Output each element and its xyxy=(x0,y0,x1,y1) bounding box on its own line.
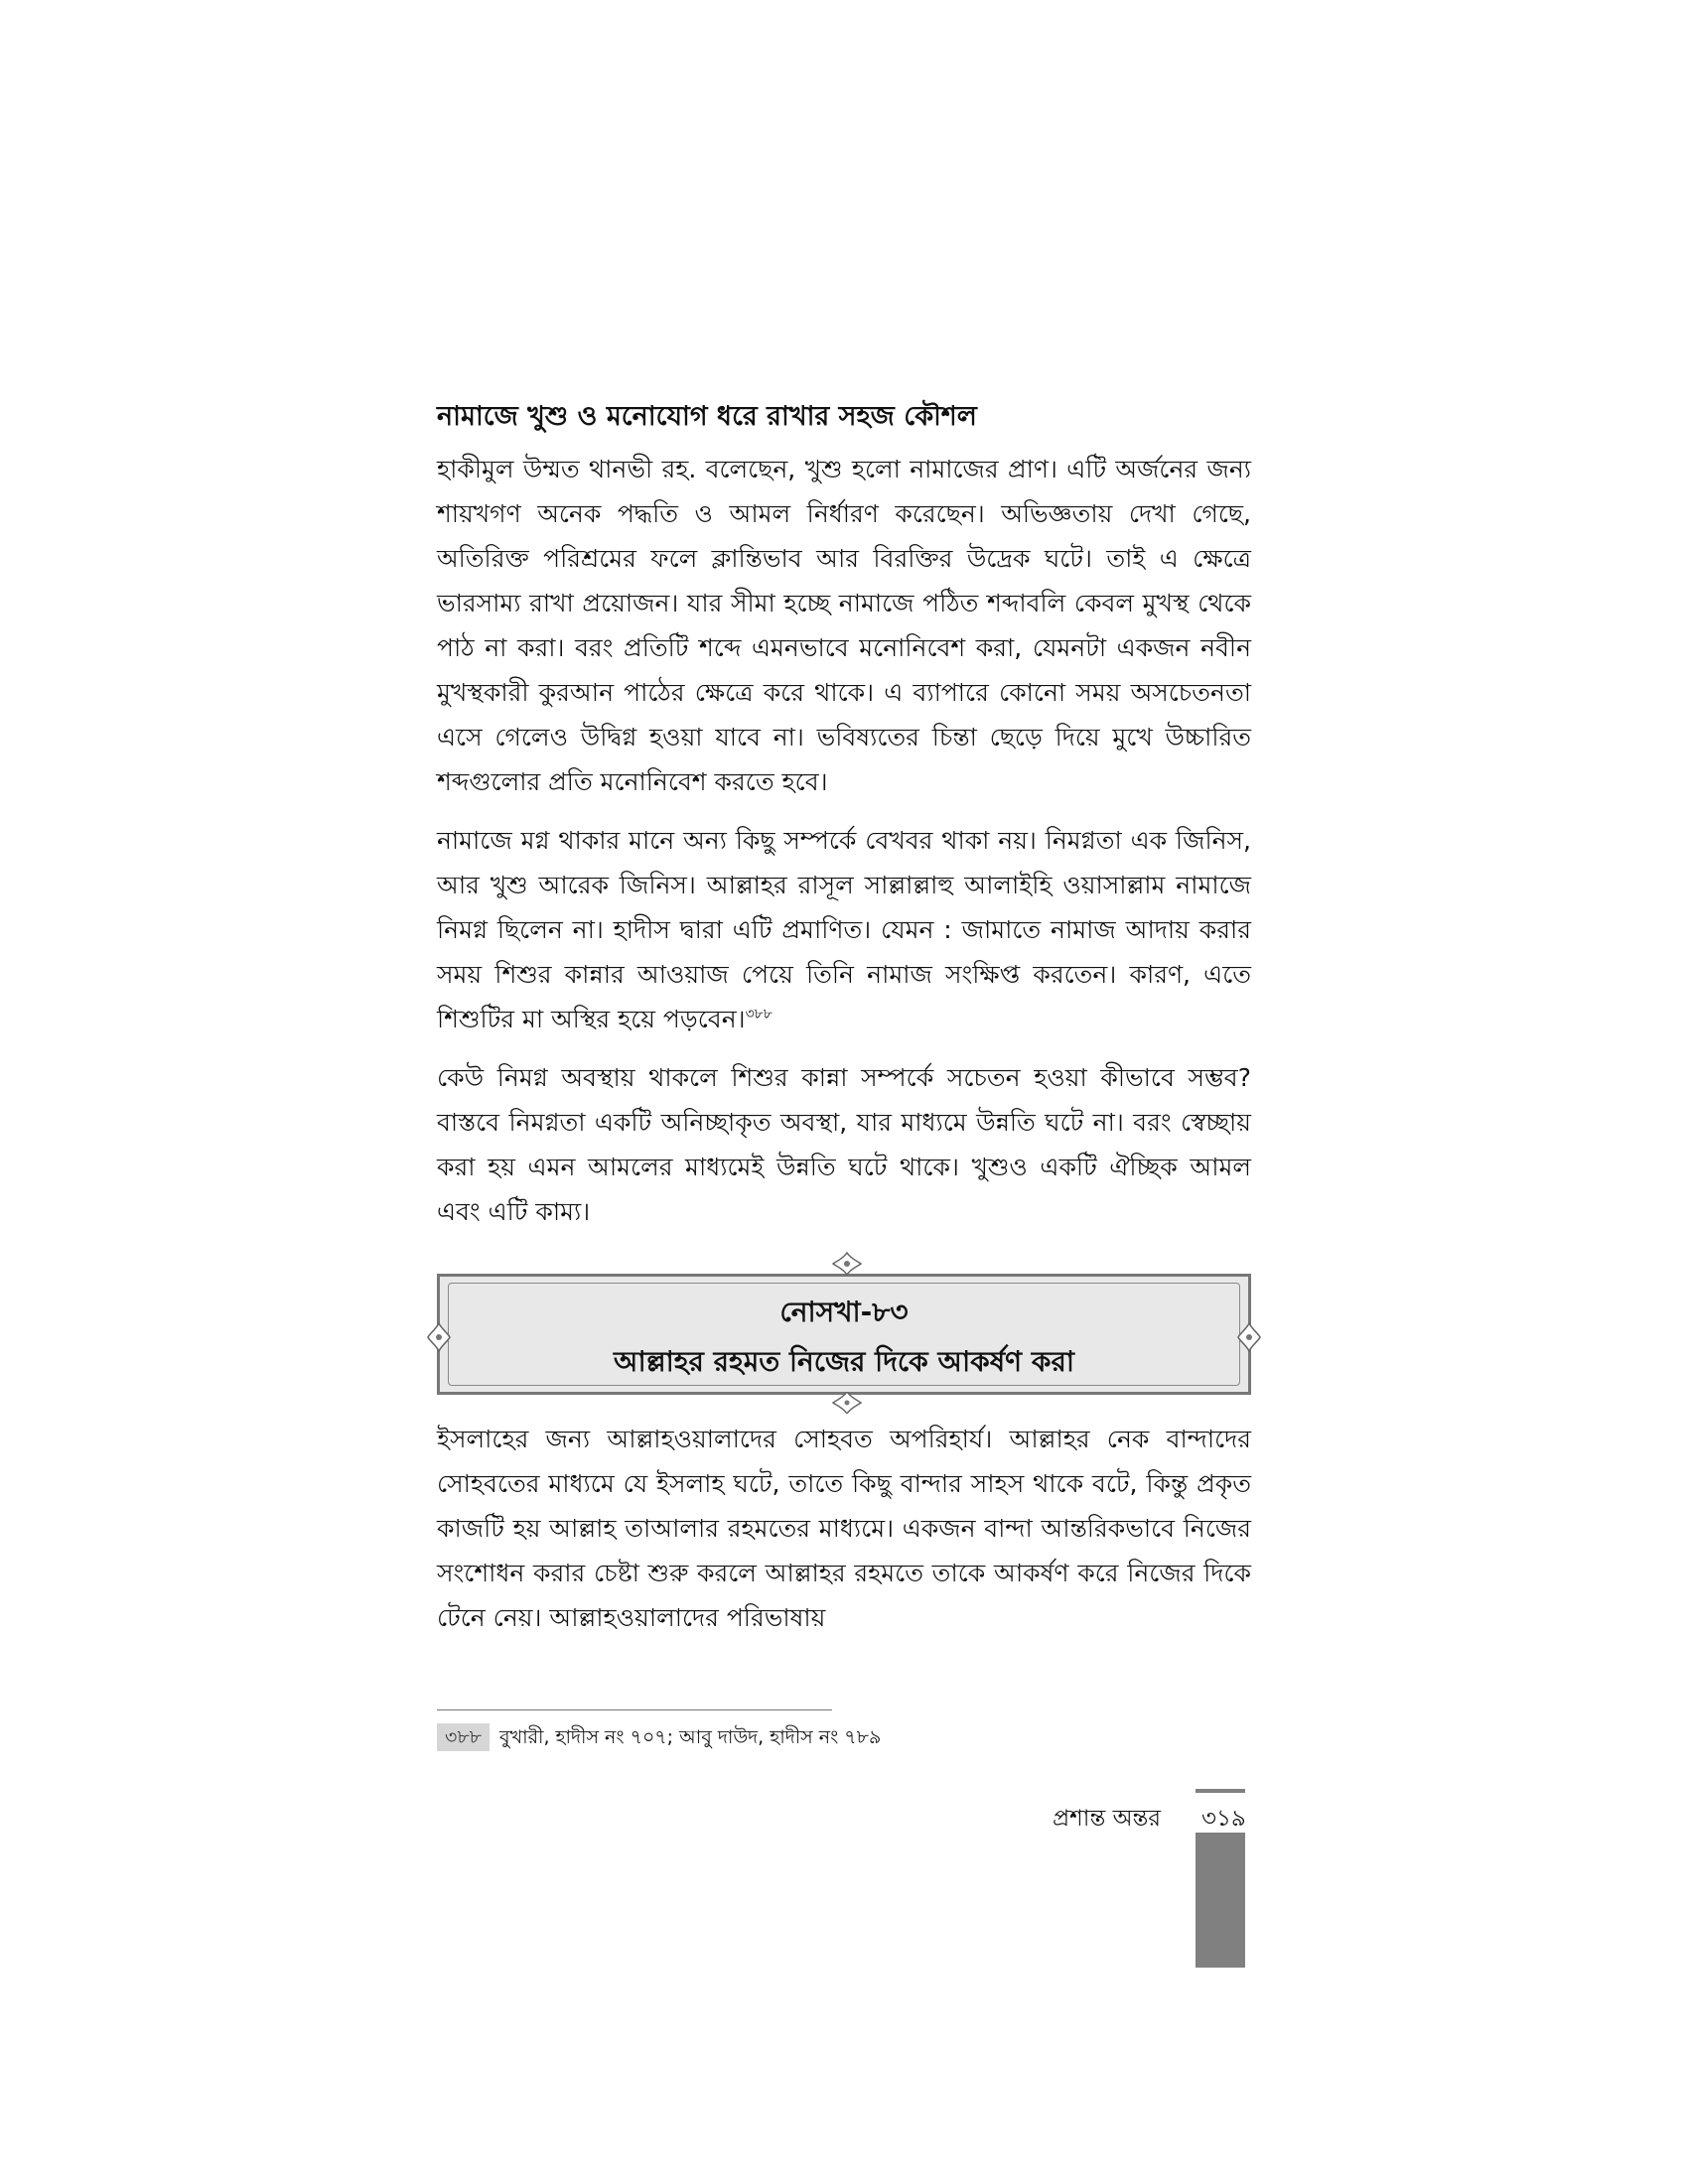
tab-block xyxy=(1196,1833,1245,1968)
page-number: ৩১৯ xyxy=(1201,1806,1246,1832)
body-paragraph: হাকীমুল উম্মত থানভী রহ. বলেছেন, খুশু হলো নামাজের প্রাণ। এটি অর্জনের জন্য শায়খগণ অনেক পদ্ধতি ও আমল নির্ধারণ করেছেন। অভিজ্ঞতায় দেখা গেছে, অতিরিক্ত পরিশ্রমের ফলে ক্লান্তিভাব আর বিরক্তির উদ্রেক ঘটে। তাই এ ক্ষেত্রে ভারসাম্য রাখা প্রয়োজন। যার সীমা হচ্ছে নামাজে পঠিত শব্দাবলি কেবল মুখস্থ থেকে পাঠ না করা। বরং প্রতিটি শব্দে এমনভাবে মনোনিবেশ করা, যেমনটা একজন নবীন মুখস্থকারী কুরআন পাঠের ক্ষেত্রে করে থাকে। এ ব্যাপারে কোনো সময় অসচেতনতা এসে গেলেও উদ্বিগ্ন হওয়া যাবে না। ভবিষ্যতের চিন্তা ছেড়ে দিয়ে মুখে উচ্চারিত শব্দগুলোর প্রতি মনোনিবেশ করতে হবে। xyxy=(437,455,1251,796)
body-paragraph xyxy=(437,818,1251,1041)
page-edge-tab xyxy=(1196,1789,1245,1968)
footnote-reference[interactable]: ৩৮৮ xyxy=(745,1006,773,1023)
banner-subtitle: আল্লাহর রহমত নিজের দিকে আকর্ষণ করা xyxy=(614,1345,1074,1378)
running-title: প্রশান্ত অন্তর xyxy=(1053,1806,1162,1832)
paragraph-text: নামাজে মগ্ন থাকার মানে অন্য কিছু সম্পর্কে বেখবর থাকা নয়। নিমগ্নতা এক জিনিস, আর খুশু আরেক জিনিস। আল্লাহর রাসূল সাল্লাল্লাহু আলাইহি ওয়াসাল্লাম নামাজে নিমগ্ন ছিলেন না। হাদীস দ্বারা এটি প্রমাণিত। যেমন : জামাতে নামাজ আদায় করার সময় শিশুর কান্নার আওয়াজ পেয়ে তিনি নামাজ সংক্ষিপ্ত করতেন। কারণ, এতে শিশুটির মা অস্থির হয়ে পড়বেন। xyxy=(437,826,1251,1033)
page-content xyxy=(437,397,1251,1654)
tab-top-line xyxy=(1196,1789,1245,1793)
body-paragraph: ইসলাহের জন্য আল্লাহওয়ালাদের সোহবত অপরিহার্য। আল্লাহর নেক বান্দাদের সোহবতের মাধ্যমে যে ইসলাহ ঘটে, তাতে কিছু বান্দার সাহস থাকে বটে, কিন্তু প্রকৃত কাজটি হয় আল্লাহ তাআলার রহমতের মাধ্যমে। একজন বান্দা আন্তরিকভাবে নিজের সংশোধন করার চেষ্টা শুরু করলে আল্লাহর রহমতে তাকে আকর্ষণ করে নিজের দিকে টেনে নেয়। আল্লাহওয়ালাদের পরিভাষায় xyxy=(437,1425,1251,1632)
footnote-number: ৩৮৮ xyxy=(437,1723,490,1751)
footnote xyxy=(437,1723,881,1751)
footnote-divider xyxy=(437,1709,832,1710)
ornament-bottom-icon xyxy=(831,1392,863,1414)
banner-title: নোসখা-৮৩ xyxy=(779,1296,909,1328)
footnote-text: বুখারী, হাদীস নং ৭০৭; আবু দাউদ, হাদীস নং ৭৮৯ xyxy=(499,1726,882,1748)
section-heading: নামাজে খুশু ও মনোযোগ ধরে রাখার সহজ কৌশল xyxy=(437,401,977,432)
chapter-banner xyxy=(437,1274,1251,1395)
body-paragraph: কেউ নিমগ্ন অবস্থায় থাকলে শিশুর কান্না সম্পর্কে সচেতন হওয়া কীভাবে সম্ভব? বাস্তবে নিমগ্নতা একটি অনিচ্ছাকৃত অবস্থা, যার মাধ্যমে উন্নতি ঘটে না। বরং স্বেচ্ছায় করা হয় এমন আমলের মাধ্যমেই উন্নতি ঘটে থাকে। খুশুও একটি ঐচ্ছিক আমল এবং এটি কাম্য। xyxy=(437,1063,1251,1226)
ornament-top-icon xyxy=(831,1251,863,1277)
